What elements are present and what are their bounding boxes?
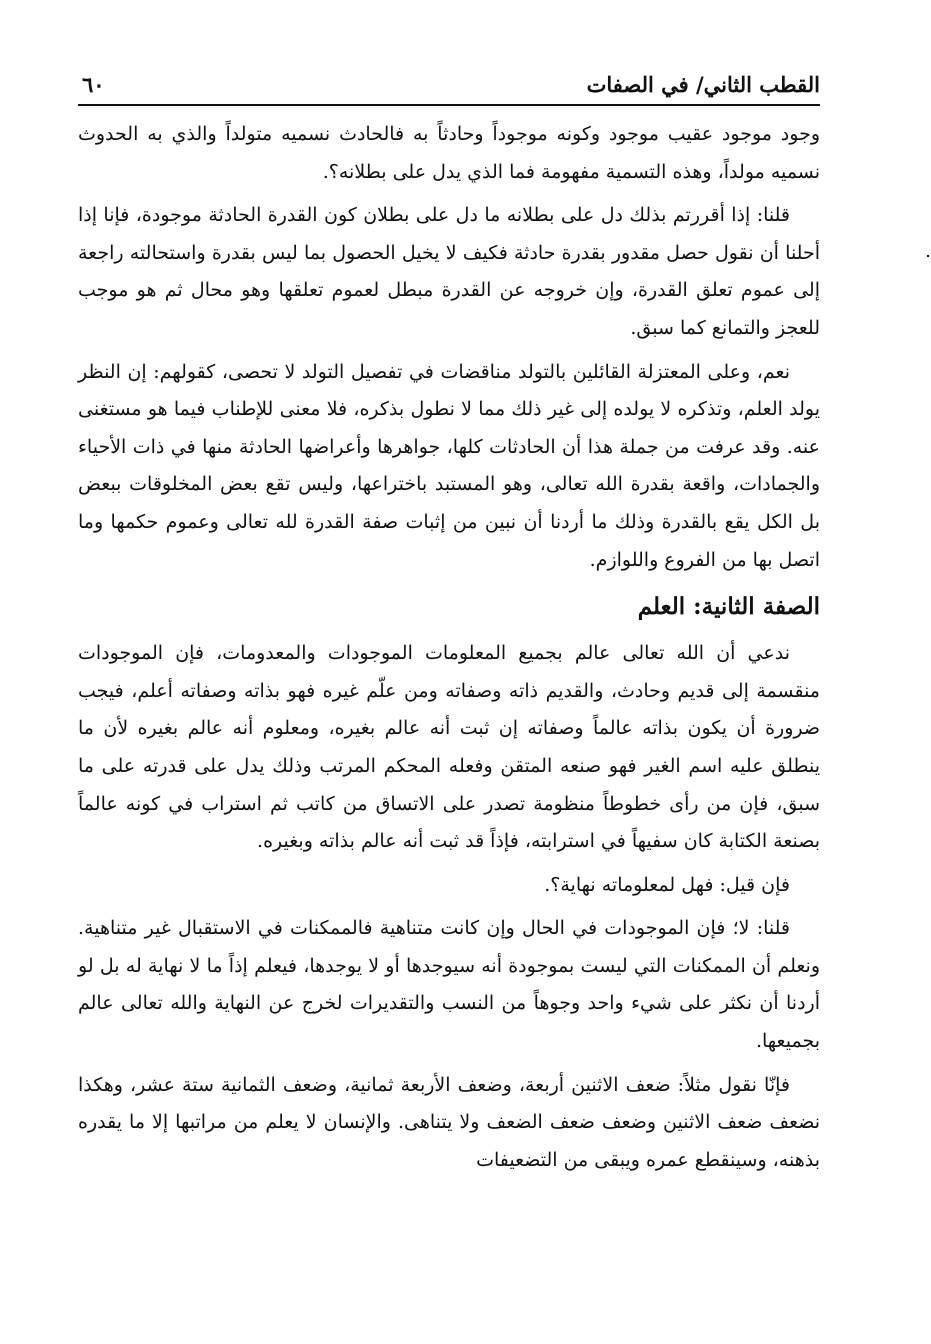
paragraph: ندعي أن الله تعالى عالم بجميع المعلومات الموجودات والمعدومات، فإن الموجودات منقسمة إلى قديم وحادث، والقديم ذاته وصفاته ومن علّم غيره فهو بذاته وصفاته أعلم، فيجب ضرورة أن يكون بذاته عالماً وصفاته إن ثبت أنه عالم بغيره، ومعلوم أنه عالم بغيره لأن ما ينطلق عليه اسم الغير فهو صنعه المتقن وفعله المحكم المرتب وذلك يدل على قدرته على ما سبق، فإن من رأى خطوطاً منظومة تصدر على الاتساق من كاتب ثم استراب في كونه عالماً بصنعة الكتابة كان سفيهاً في استرابته، فإذاً قد ثبت أنه عالم بذاته وبغيره. [78,642,820,853]
paragraph: فإن قيل: فهل لمعلوماته نهاية؟. [544,873,790,896]
paragraph: قلنا: إذا أقررتم بذلك دل على بطلانه ما دل على بطلان كون القدرة الحادثة موجودة، فإنا إذا أحلنا أن نقول حصل مقدور بقدرة حادثة فكيف لا يخيل الحصول بما ليس بقدرة واستحالته راجعة إلى عموم تعلق القدرة، وإن خروجه عن القدرة مبطل لعموم تعلقها وهو محال ثم هو موجب للعجز والتمانع كما سبق. [78,204,820,339]
paragraph: نعم، وعلى المعتزلة القائلين بالتولد مناقضات في تفصيل التولد لا تحصى، كقولهم: إن النظر يولد العلم، وتذكره لا يولده إلى غير ذلك مما لا نطول بذكره، فلا معنى للإطناب فيما هو مستغنى عنه. وقد عرفت من جملة هذا أن الحادثات كلها، جواهرها وأعراضها الحادثة منها في ذات الأحياء والجمادات، واقعة بقدرة الله تعالى، وهو المستبد باختراعها، وليس تقع بعض المخلوقات ببعض بل الكل يقع بالقدرة وذلك ما أردنا أن نبين من إثبات صفة القدرة لله تعالى وعموم حكمها وما اتصل بها من الفروع واللوازم. [78,360,820,571]
book-page [78,70,820,1185]
page-number: ٦٠ [82,72,105,97]
running-header [78,70,820,106]
section-heading: الصفة الثانية: العلم [637,593,820,621]
paragraph: وجود موجود عقيب موجود وكونه موجوداً وحادثاً به فالحادث نسميه متولداً والذي به الحدوث نسميه مولداً، وهذه التسمية مفهومة فما الذي يدل على بطلانه؟. [78,123,820,183]
paragraph: قلنا: لا؛ فإن الموجودات في الحال وإن كانت متناهية فالممكنات في الاستقبال غير متناهية. ونعلم أن الممكنات التي ليست بموجودة أنه سيوجدها أو لا يوجدها، فيعلم إذاً ما لا نهاية له بل لو أردنا أن نكثر على شيء واحد وجوهاً من النسب والتقديرات لخرج عن النهاية والله تعالى عالم بجميعها. [78,917,820,1053]
page-body [78,116,820,1179]
margin-mark [927,255,929,257]
running-title: القطب الثاني/ في الصفات [586,72,820,97]
paragraph: فإنّا نقول مثلاً: ضعف الاثنين أربعة، وضعف الأربعة ثمانية، وضعف الثمانية ستة عشر، وهكذا نضعف ضعف الاثنين وضعف ضعف الضعف ولا يتناهى. والإنسان لا يعلم من مراتبها إلا ما يقدره بذهنه، وسينقطع عمره ويبقى من التضعيفات [78,1073,820,1171]
